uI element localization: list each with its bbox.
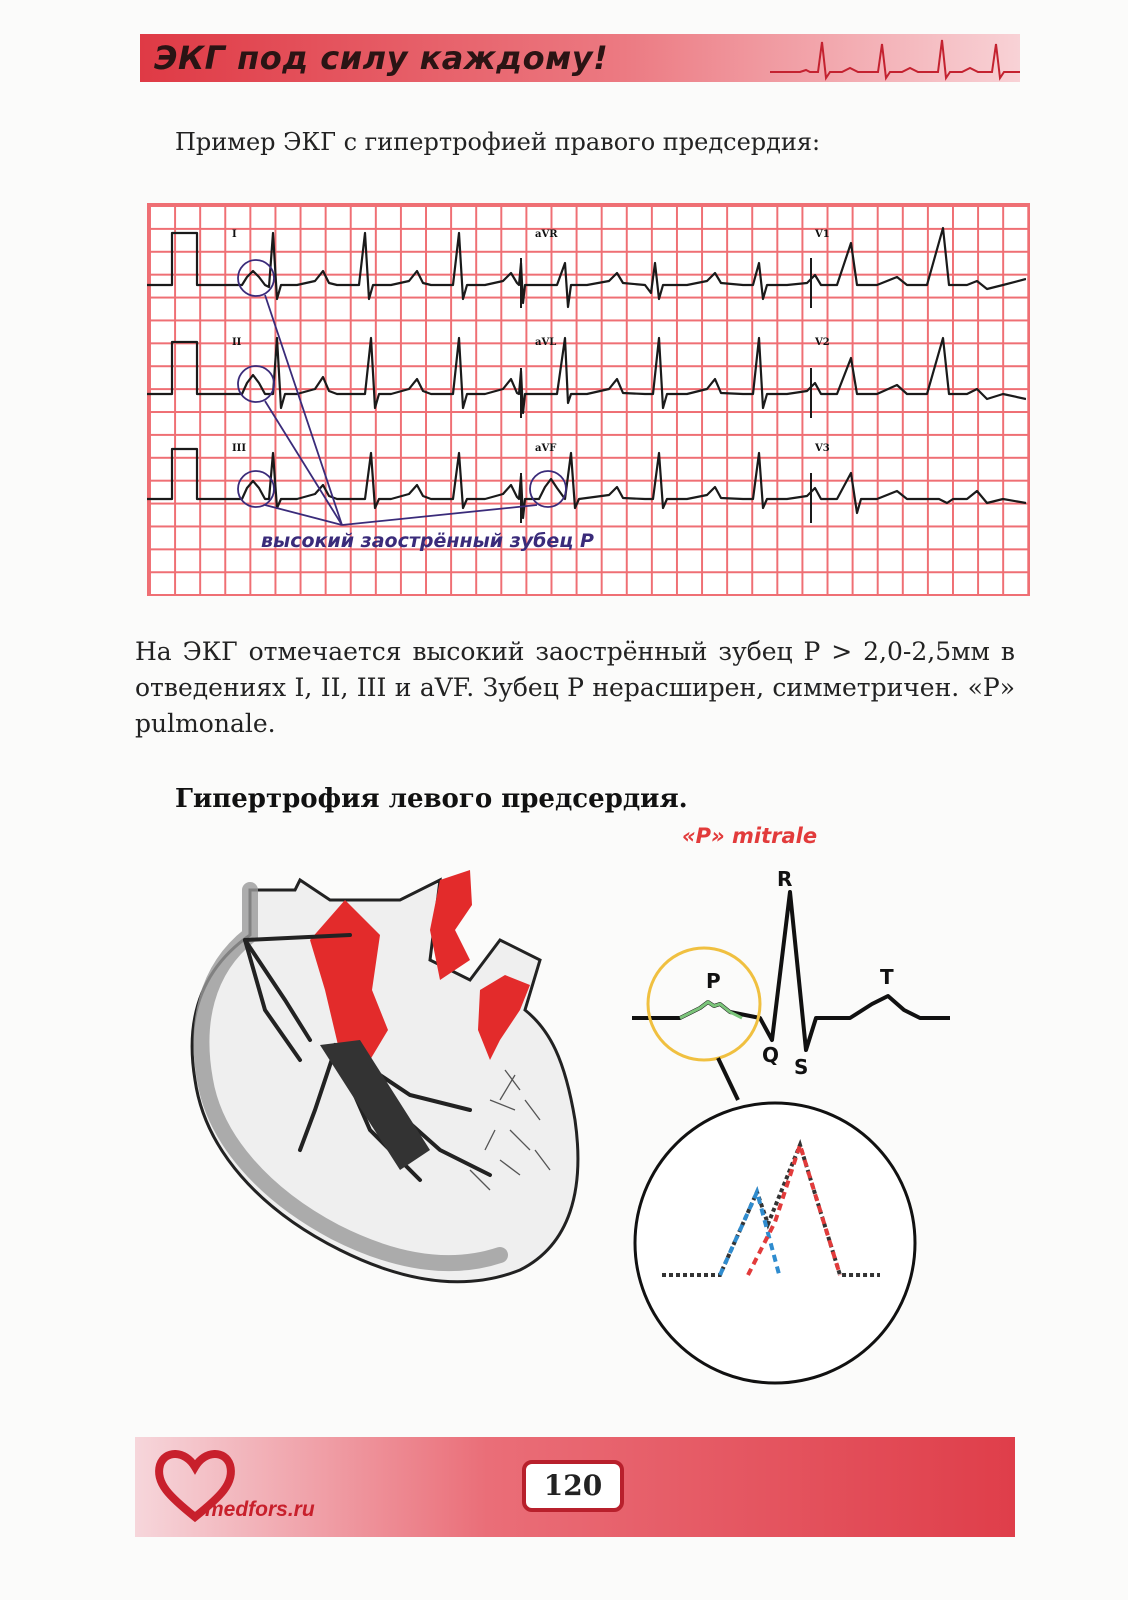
zoom-circle — [635, 1103, 915, 1383]
brand-name: medfors.ru — [205, 1498, 315, 1521]
lead-label-aVF: aVF — [535, 443, 557, 454]
wave-label-s: S — [794, 1055, 809, 1079]
ecg-caption: Пример ЭКГ с гипертрофией правого предсердия: — [175, 128, 821, 156]
wave-label-p: P — [706, 969, 721, 993]
ecg-complex-trace — [632, 892, 950, 1050]
lead-label-V1: V1 — [815, 229, 830, 240]
heart-conduction-illustration — [192, 870, 578, 1282]
lead-label-aVL: aVL — [535, 337, 557, 348]
lead-label-V3: V3 — [815, 443, 830, 454]
lead-label-III: III — [232, 443, 247, 454]
lead-label-V2: V2 — [815, 337, 830, 348]
lead-label-I: I — [232, 229, 237, 240]
p-wave-highlight — [680, 1002, 742, 1018]
section-heading: Гипертрофия левого предсердия. — [175, 784, 688, 814]
wave-label-q: Q — [762, 1043, 780, 1067]
page-number: 120 — [522, 1460, 624, 1512]
p-mitrale-label: «P» mitrale — [682, 824, 818, 848]
wave-label-t: T — [880, 965, 894, 989]
lead-label-II: II — [232, 337, 242, 348]
header-title: ЭКГ под силу каждому! — [154, 39, 609, 77]
ecg-annotation: высокий заострённый зубец P — [261, 530, 594, 552]
ecg-description: На ЭКГ отмечается высокий заострённый зубец P > 2,0-2,5мм в отведениях I, II, III и aVF. Зубец P нерасширен, симметричен. «P» pulmonale. — [135, 637, 1015, 738]
wave-label-r: R — [777, 867, 793, 891]
lead-label-aVR: aVR — [535, 229, 558, 240]
